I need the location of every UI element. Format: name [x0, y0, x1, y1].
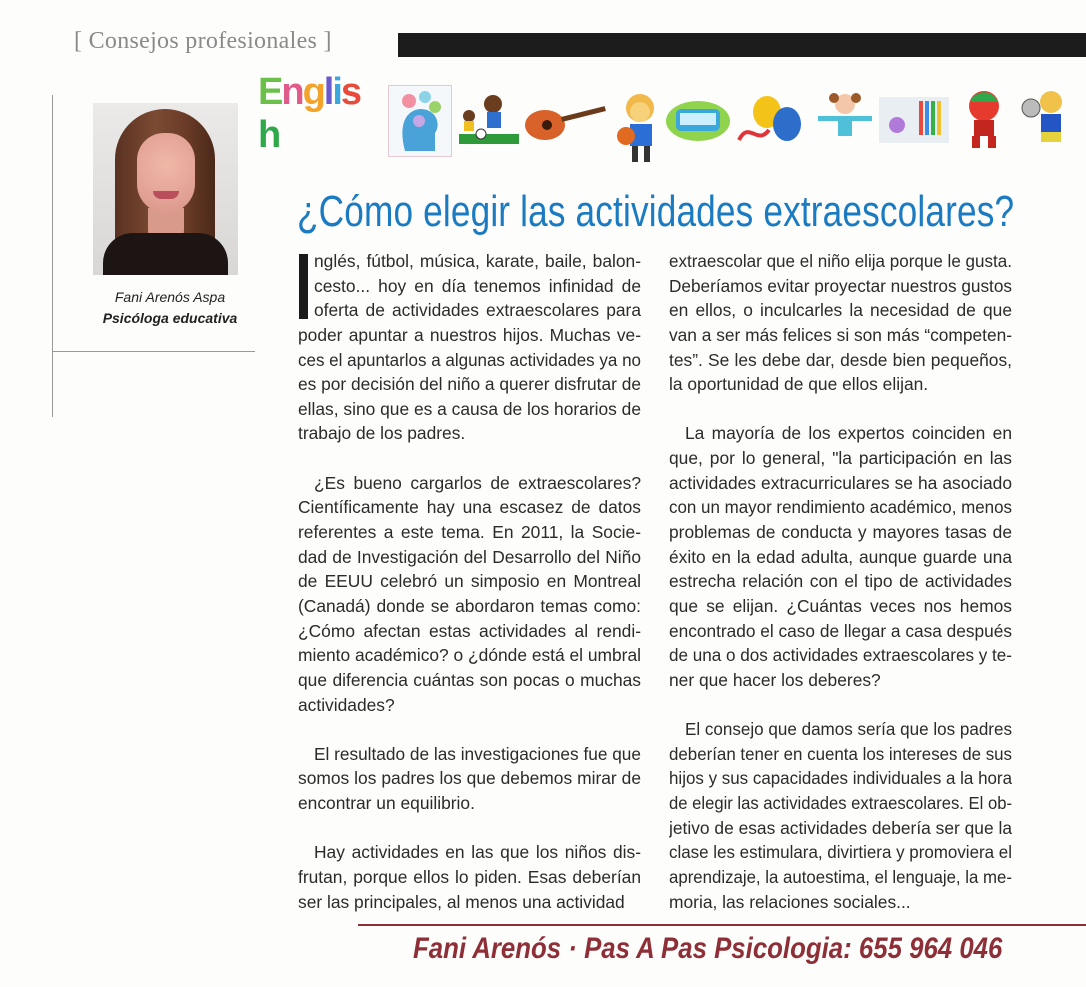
text-line — [298, 471, 641, 496]
text-line-content: moria, las relaciones sociales... — [669, 891, 911, 912]
text-line-content: encontrado el caso de llegar a casa después — [669, 620, 1012, 641]
text-line-content: tes”. Se les debe dar, desde bien pequeños, — [669, 349, 1012, 370]
text-line — [669, 323, 1012, 348]
basketball-kid-icon — [613, 90, 663, 165]
text-line-content: somos los padres los que debemos mirar de — [298, 768, 641, 789]
author-photo — [93, 103, 238, 275]
text-line-content: en ellos, o inculcarles la necesidad de que — [669, 300, 1012, 321]
text-line — [669, 545, 1012, 570]
text-line — [298, 323, 641, 348]
text-line-content: extraescolar que el niño elija porque le gusta. — [669, 251, 1012, 271]
text-line — [669, 643, 1012, 668]
text-line — [298, 668, 641, 693]
text-line-content: (Canadá) donde se abordaron temas como: — [298, 595, 641, 616]
text-line-content: que diferencia cuántas son pocas o muchas — [298, 669, 641, 690]
paragraph-break — [298, 816, 641, 841]
text-line — [669, 594, 1012, 619]
text-line — [298, 693, 641, 718]
text-line — [298, 742, 641, 767]
text-line — [298, 865, 641, 890]
text-line-content: Hay actividades en las que los niños dis- — [314, 842, 641, 863]
text-line — [669, 569, 1012, 594]
text-line-content: deberían tener en cuenta los intereses de sus — [669, 743, 1012, 764]
text-line-content: El resultado de las investigaciones fue que — [314, 743, 641, 764]
text-line — [298, 840, 641, 865]
text-line-content: trabajo de los padres. — [298, 423, 466, 444]
head-bubbles-icon — [388, 85, 452, 157]
text-line-content: encontrar un equilibrio. — [298, 793, 475, 814]
handball-kid-icon — [1013, 85, 1075, 155]
drop-cap — [299, 254, 308, 319]
text-line — [298, 274, 641, 299]
text-line — [669, 840, 1012, 865]
guitar-icon — [523, 85, 613, 155]
text-line — [669, 372, 1012, 397]
text-line — [669, 249, 1012, 274]
art-supplies-icon — [878, 85, 950, 155]
keyboard-hands-icon — [663, 85, 733, 155]
text-line — [298, 372, 641, 397]
header-bar — [398, 33, 1086, 57]
text-line-content: El consejo que damos sería que los padres — [685, 719, 1012, 740]
text-line-content: actividades extracurriculares se ha asociado — [669, 472, 1012, 493]
text-line — [669, 791, 1012, 816]
english-hands-icon — [258, 71, 380, 156]
text-line-content: Deberíamos evitar proyectar nuestros gustos — [669, 275, 1012, 296]
article-column-1 — [298, 249, 641, 914]
text-line-content: ces el apuntarlos a algunas actividades ya no — [298, 349, 641, 370]
text-line — [298, 421, 641, 446]
text-line — [669, 742, 1012, 767]
text-line-content: es por decisión del niño a querer disfrutar de — [298, 374, 641, 395]
paragraph-break — [298, 717, 641, 742]
roller-skater-icon — [953, 85, 1013, 155]
text-line-content: miento académico? o ¿dónde está el umbral — [298, 645, 641, 666]
text-line — [298, 397, 641, 422]
text-line-content: ellas, sino que es a causa de los horarios de — [298, 398, 641, 419]
text-line — [669, 668, 1012, 693]
text-line-content: la oportunidad de que ellos elijan. — [669, 374, 929, 395]
text-line — [669, 619, 1012, 644]
text-line-content: de una o dos actividades extraescolares y te- — [669, 645, 1012, 666]
left-divider — [52, 95, 53, 417]
text-line — [669, 717, 1012, 742]
footer-contact: Fani Arenós · Pas A Pas Psicologia: 655 964 046 — [413, 932, 1003, 965]
text-line-content: éxito en la edad adulta, aunque guarde una — [669, 546, 1012, 567]
text-line — [298, 594, 641, 619]
caption-divider — [52, 351, 255, 352]
text-line-content: La mayoría de los expertos coinciden en — [685, 423, 1012, 444]
text-line-content: frutan, porque ellos lo piden. Esas deberían — [298, 867, 641, 888]
text-line-content: aprendizaje, la autoestima, el lenguaje, la me- — [669, 867, 1012, 888]
text-line-content: Científicamente hay una escasez de datos — [298, 497, 641, 518]
section-label: [ Consejos profesionales ] — [74, 28, 332, 54]
text-line — [669, 495, 1012, 520]
text-line-content: ser las principales, al menos una actividad — [298, 891, 625, 912]
paragraph-break — [669, 693, 1012, 718]
text-line-content: que, por lo general, "la participación en las — [669, 448, 1012, 469]
theater-masks-icon — [733, 85, 813, 155]
text-line — [669, 890, 1012, 915]
text-line — [298, 791, 641, 816]
text-line — [669, 471, 1012, 496]
text-line — [298, 520, 641, 545]
text-line — [298, 569, 641, 594]
paragraph-break — [669, 397, 1012, 422]
text-line — [298, 619, 641, 644]
text-line — [298, 298, 641, 323]
text-line-content: oferta de actividades extraescolares para — [314, 300, 641, 321]
text-line — [298, 766, 641, 791]
activities-illustration-strip — [258, 71, 1083, 157]
text-line — [298, 495, 641, 520]
text-line-content: nglés, fútbol, música, karate, baile, balon- — [314, 251, 641, 271]
text-line-content: estrecha relación con el tipo de actividades — [669, 571, 1012, 592]
text-line-content: dad de Investigación del Desarrollo del Niño — [298, 546, 641, 567]
football-kids-icon — [458, 85, 520, 155]
text-line — [669, 816, 1012, 841]
text-line-content: de EEUU celebró un simposio en Montreal — [298, 571, 641, 592]
author-name: Fani Arenós Aspa — [114, 289, 226, 305]
article-title: ¿Cómo elegir las actividades extraescolares? — [297, 187, 1015, 236]
text-line — [669, 446, 1012, 471]
text-line-content: actividades? — [298, 694, 395, 715]
text-line-content: de elegir las actividades extraescolares. El ob- — [669, 793, 1012, 814]
text-line-content: jetivo de esas actividades debería ser que la — [669, 817, 1012, 838]
text-line-content: con un mayor rendimiento académico, menos — [669, 497, 1012, 518]
text-line-content: van a ser más felices si son más “competen- — [669, 324, 1012, 345]
text-line — [298, 249, 641, 274]
text-line — [298, 348, 641, 373]
text-line — [298, 545, 641, 570]
text-line — [669, 298, 1012, 323]
text-line-content: clase les estimulara, divirtiera y promoviera el — [669, 842, 1012, 863]
text-line — [669, 348, 1012, 373]
text-line-content: hijos y sus capacidades individuales a la hora — [669, 768, 1012, 789]
text-line — [298, 890, 641, 915]
paragraph-break — [298, 446, 641, 471]
footer-divider — [358, 924, 1086, 926]
text-line-content: ¿Es bueno cargarlos de extraescolares? — [314, 472, 641, 493]
text-line-content: referentes a este tema. En 2011, la Socie- — [298, 522, 641, 543]
author-role: Psicóloga educativa — [102, 310, 238, 326]
text-line — [669, 865, 1012, 890]
text-line-content: cesto... hoy en día tenemos infinidad de — [314, 275, 641, 296]
text-line — [669, 274, 1012, 299]
text-line-content: ner que hacer los deberes? — [669, 669, 881, 690]
text-line — [298, 643, 641, 668]
text-line-content: ¿Cómo afectan estas actividades al rendi- — [298, 620, 641, 641]
text-line-content: que se elijan. ¿Cuántas veces nos hemos — [669, 595, 1012, 616]
text-line-content: problemas de conducta y mayores tasas de — [669, 522, 1012, 543]
text-line — [669, 520, 1012, 545]
english-word: English — [258, 71, 361, 156]
text-line-content: poder apuntar a nuestros hijos. Muchas ve- — [298, 324, 641, 345]
article-column-2 — [669, 249, 1012, 914]
text-line — [669, 421, 1012, 446]
dancing-girl-icon — [816, 85, 874, 155]
text-line — [669, 766, 1012, 791]
